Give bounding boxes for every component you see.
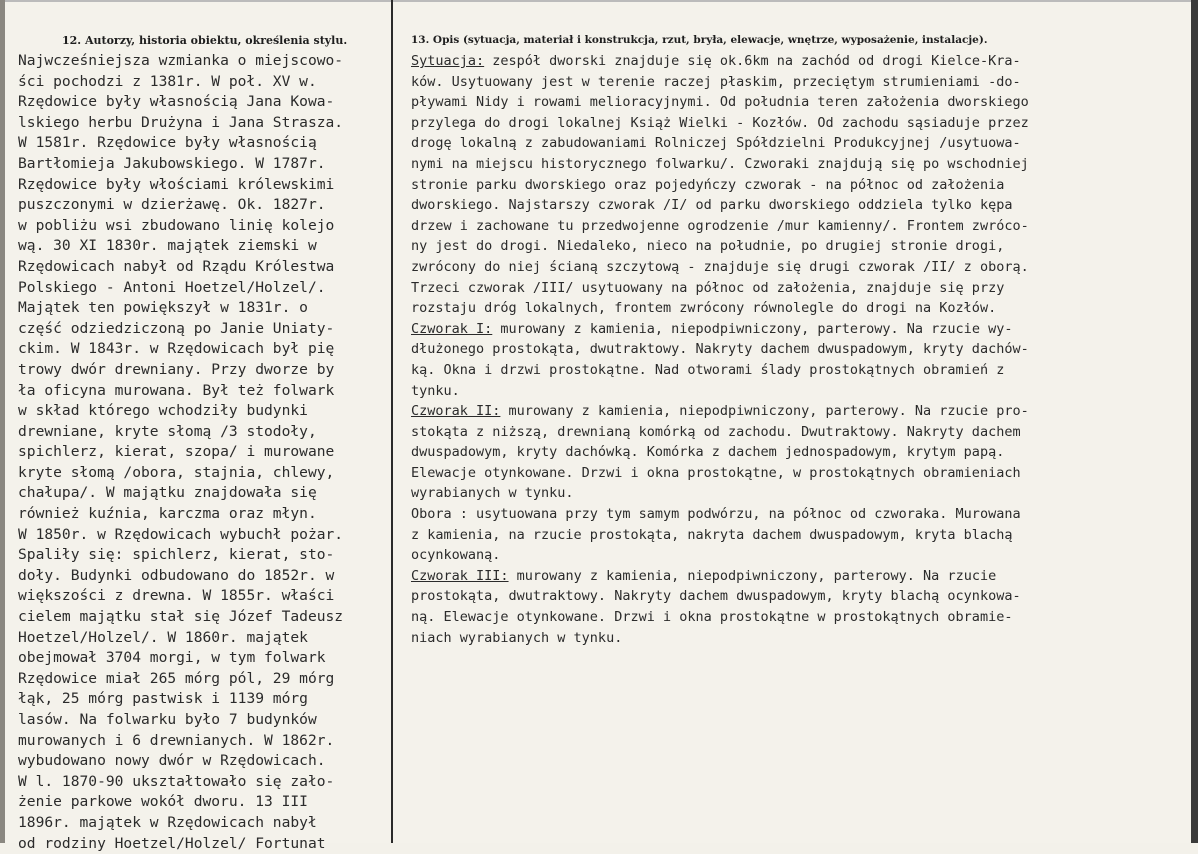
- description-line-text: prostokąta, dwutraktowy. Nakryty dachem dwuspadowym, kryty blachą ocynkowa-: [411, 588, 1021, 605]
- section-13-header: 13. Opis (sytuacja, materiał i konstrukcja, rzut, bryła, elewacje, wnętrze, wyposażenie, instalacje).: [411, 34, 988, 46]
- underlined-heading: Czworak III:: [411, 567, 509, 584]
- description-line-text: stokąta z niższą, drewnianą komórką od zachodu. Dwutraktowy. Nakryty dachem: [411, 423, 1021, 440]
- section-12-header: 12. Autorzy, historia obiektu, określenia stylu.: [62, 34, 348, 47]
- history-line: spichlerz, kierat, szopa/ i murowane: [18, 443, 335, 461]
- underlined-heading: Czworak II:: [411, 403, 501, 420]
- history-line: Rzędowice były włościami królewskimi: [18, 175, 335, 193]
- description-line: [411, 463, 1191, 484]
- description-line-text: ną. Elewacje otynkowane. Drzwi i okna prostokątne w prostokątnych obramie-: [411, 609, 1013, 626]
- history-line: lasów. Na folwarku było 7 budynków: [18, 711, 317, 728]
- description-line: [411, 483, 1191, 504]
- history-line: ści pochodzi z 1381r. W poł. XV w.: [18, 72, 317, 90]
- history-line: również kuźnia, karczma oraz młyn.: [18, 505, 317, 523]
- description-line-text: Obora : usytuowana przy tym samym podwórzu, na północ od czworaka. Murowana: [411, 506, 1021, 523]
- history-line: chałupa/. W majątku znajdowała się: [18, 484, 317, 502]
- underlined-heading: Czworak I:: [411, 320, 493, 337]
- description-line-text: nymi na miejscu historycznego folwarku/. Czworaki znajdują się po wschodniej: [411, 155, 1029, 172]
- description-line-text: Elewacje otynkowane. Drzwi i okna prostokątne, w prostokątnych obramieniach: [411, 464, 1021, 481]
- description-line: [411, 195, 1191, 216]
- description-line-text: stronie parku dworskiego oraz pojedyńczy czworak - na północ od założenia: [411, 176, 1005, 193]
- description-line-text: drogę lokalną z zabudowaniami Rolniczej Spółdzielni Produkcyjnej /usytuowa-: [411, 135, 1021, 152]
- description-line-text: zwrócony do niej ścianą szczytową - znajduje się drugi czworak /II/ z oborą.: [411, 258, 1029, 275]
- history-text: [18, 51, 393, 854]
- history-line: Rzędowice miał 265 mórg pól, 29 mórg: [18, 669, 335, 687]
- description-line-text: ocynkowaną.: [411, 547, 501, 564]
- description-line-text: drzew i zachowane tu przedwojenne ogrodzenie /mur kamienny/. Frontem zwróco-: [411, 217, 1029, 234]
- description-line: [411, 586, 1191, 607]
- description-line: [411, 236, 1191, 257]
- card-top-edge: [0, 0, 1198, 2]
- history-line: kryte słomą /obora, stajnia, chlewy,: [18, 463, 335, 481]
- history-line: cielem majątku stał się Józef Tadeusz: [18, 608, 344, 626]
- description-line: [411, 154, 1191, 175]
- underlined-heading: Sytuacja:: [411, 53, 485, 69]
- history-line: wybudowano nowy dwór w Rzędowicach.: [18, 752, 326, 770]
- description-line: [411, 525, 1191, 546]
- description-line-text: ków. Usytuowany jest w terenie raczej płaskim, przeciętym strumieniami -do-: [411, 73, 1021, 90]
- history-line: murowanych i 6 drewnianych. W 1862r.: [18, 731, 335, 749]
- description-line: [411, 381, 1191, 402]
- description-text: [411, 51, 1191, 648]
- description-line-text: murowany z kamienia, niepodpiwniczony, parterowy. Na rzucie wy-: [492, 320, 1013, 337]
- description-line-text: wyrabianych w tynku.: [411, 485, 574, 502]
- description-line: [411, 607, 1191, 628]
- description-line: [411, 628, 1191, 649]
- history-line: Bartłomieja Jakubowskiego. W 1787r.: [18, 154, 326, 172]
- card-left-edge: [0, 0, 5, 843]
- description-line: [411, 51, 1191, 72]
- description-line: [411, 216, 1191, 237]
- description-line: [411, 92, 1191, 113]
- description-line: [411, 339, 1191, 360]
- history-line: puszczonymi w dzierżawę. Ok. 1827r.: [18, 196, 326, 214]
- history-line: ła oficyna murowana. Był też folwark: [18, 381, 335, 399]
- history-line: Rzędowicach nabył od Rządu Królestwa: [18, 257, 335, 275]
- description-line-text: dłużonego prostokąta, dwutraktowy. Nakryty dachem dwuspadowym, kryty dachów-: [411, 341, 1029, 358]
- description-line: [411, 545, 1191, 566]
- history-line: doły. Budynki odbudowano do 1852r. w: [18, 566, 335, 584]
- history-line: część odziedziczoną po Janie Uniaty-: [18, 319, 335, 337]
- description-line: [411, 360, 1191, 381]
- description-line: [411, 257, 1191, 278]
- description-line-text: rozstaju dróg lokalnych, frontem zwrócony równolegle do drogi na Kozłów.: [411, 300, 997, 317]
- description-line-text: pływami Nidy i rowami melioracyjnymi. Od południa teren założenia dworskiego: [411, 94, 1029, 111]
- description-line: [411, 319, 1191, 340]
- history-line: większości z drewna. W 1855r. właści: [18, 587, 335, 605]
- history-line: ckim. W 1843r. w Rzędowicach był pię: [18, 340, 335, 358]
- description-line: [411, 72, 1191, 93]
- history-line: Najwcześniejsza wzmianka o miejscowo-: [18, 52, 344, 69]
- description-line: [411, 113, 1191, 134]
- description-line-text: przylega do drogi lokalnej Książ Wielki - Kozłów. Od zachodu sąsiaduje przez: [411, 114, 1029, 131]
- history-line: trowy dwór drewniany. Przy dworze by: [18, 360, 335, 378]
- history-line: od rodziny Hoetzel/Holzel/ Fortunat: [18, 834, 326, 852]
- description-line: [411, 278, 1191, 299]
- description-line: [411, 175, 1191, 196]
- description-line-text: dworskiego. Najstarszy czworak /I/ od parku dworskiego oddziela tylko kępa: [411, 197, 1013, 214]
- history-line: obejmował 3704 morgi, w tym folwark: [18, 649, 326, 667]
- description-line-text: tynku.: [411, 382, 460, 399]
- description-line-text: niach wyrabianych w tynku.: [411, 629, 623, 646]
- history-line: żenie parkowe wokół dworu. 13 III: [18, 793, 308, 811]
- history-line: 1896r. majątek w Rzędowicach nabył: [18, 813, 317, 831]
- description-line: [411, 566, 1191, 587]
- history-line: Majątek ten powiększył w 1831r. o: [18, 299, 308, 317]
- history-line: Polskiego - Antoni Hoetzel/Holzel/.: [18, 278, 326, 296]
- description-line-text: Trzeci czworak /III/ usytuowany na północ od założenia, znajduje się przy: [411, 279, 1005, 296]
- description-line: [411, 422, 1191, 443]
- description-line-text: murowany z kamienia, niepodpiwniczony, parterowy. Na rzucie pro-: [500, 403, 1029, 420]
- description-line-text: z kamienia, na rzucie prostokąta, nakryta dachem dwuspadowym, kryta blachą: [411, 526, 1013, 543]
- description-line-text: zespół dworski znajduje się ok.6km na zachód od drogi Kielce-Kra-: [484, 53, 1021, 69]
- description-line-text: murowany z kamienia, niepodpiwniczony, parterowy. Na rzucie: [508, 567, 997, 584]
- description-line: [411, 298, 1191, 319]
- history-line: w skład którego wchodziły budynki: [18, 402, 308, 420]
- history-line: wą. 30 XI 1830r. majątek ziemski w: [18, 237, 317, 255]
- description-line-text: ny jest do drogi. Niedaleko, nieco na południe, po drugiej stronie drogi,: [411, 238, 1005, 255]
- card-right-edge: [1191, 0, 1198, 843]
- history-line: w pobliżu wsi zbudowano linię kolejo: [18, 216, 335, 234]
- history-line: łąk, 25 mórg pastwisk i 1139 mórg: [18, 690, 308, 708]
- history-line: Spaliły się: spichlerz, kierat, sto-: [18, 546, 335, 564]
- history-line: W l. 1870-90 ukształtowało się zało-: [18, 772, 335, 790]
- description-line: [411, 504, 1191, 525]
- description-line: [411, 133, 1191, 154]
- history-line: drewniane, kryte słomą /3 stodoły,: [18, 422, 317, 440]
- history-line: Hoetzel/Holzel/. W 1860r. majątek: [18, 628, 308, 646]
- description-line-text: dwuspadowym, kryty dachówką. Komórka z dachem jednospadowym, krytym papą.: [411, 444, 1005, 461]
- description-line: [411, 442, 1191, 463]
- history-line: W 1581r. Rzędowice były własnością: [18, 134, 317, 152]
- description-line: [411, 401, 1191, 422]
- history-line: W 1850r. w Rzędowicach wybuchł pożar.: [18, 525, 344, 543]
- history-line: lskiego herbu Drużyna i Jana Strasza.: [18, 113, 344, 131]
- history-line: Rzędowice były własnością Jana Kowa-: [18, 93, 335, 111]
- description-line-text: ką. Okna i drzwi prostokątne. Nad otworami ślady prostokątnych obramień z: [411, 361, 1005, 378]
